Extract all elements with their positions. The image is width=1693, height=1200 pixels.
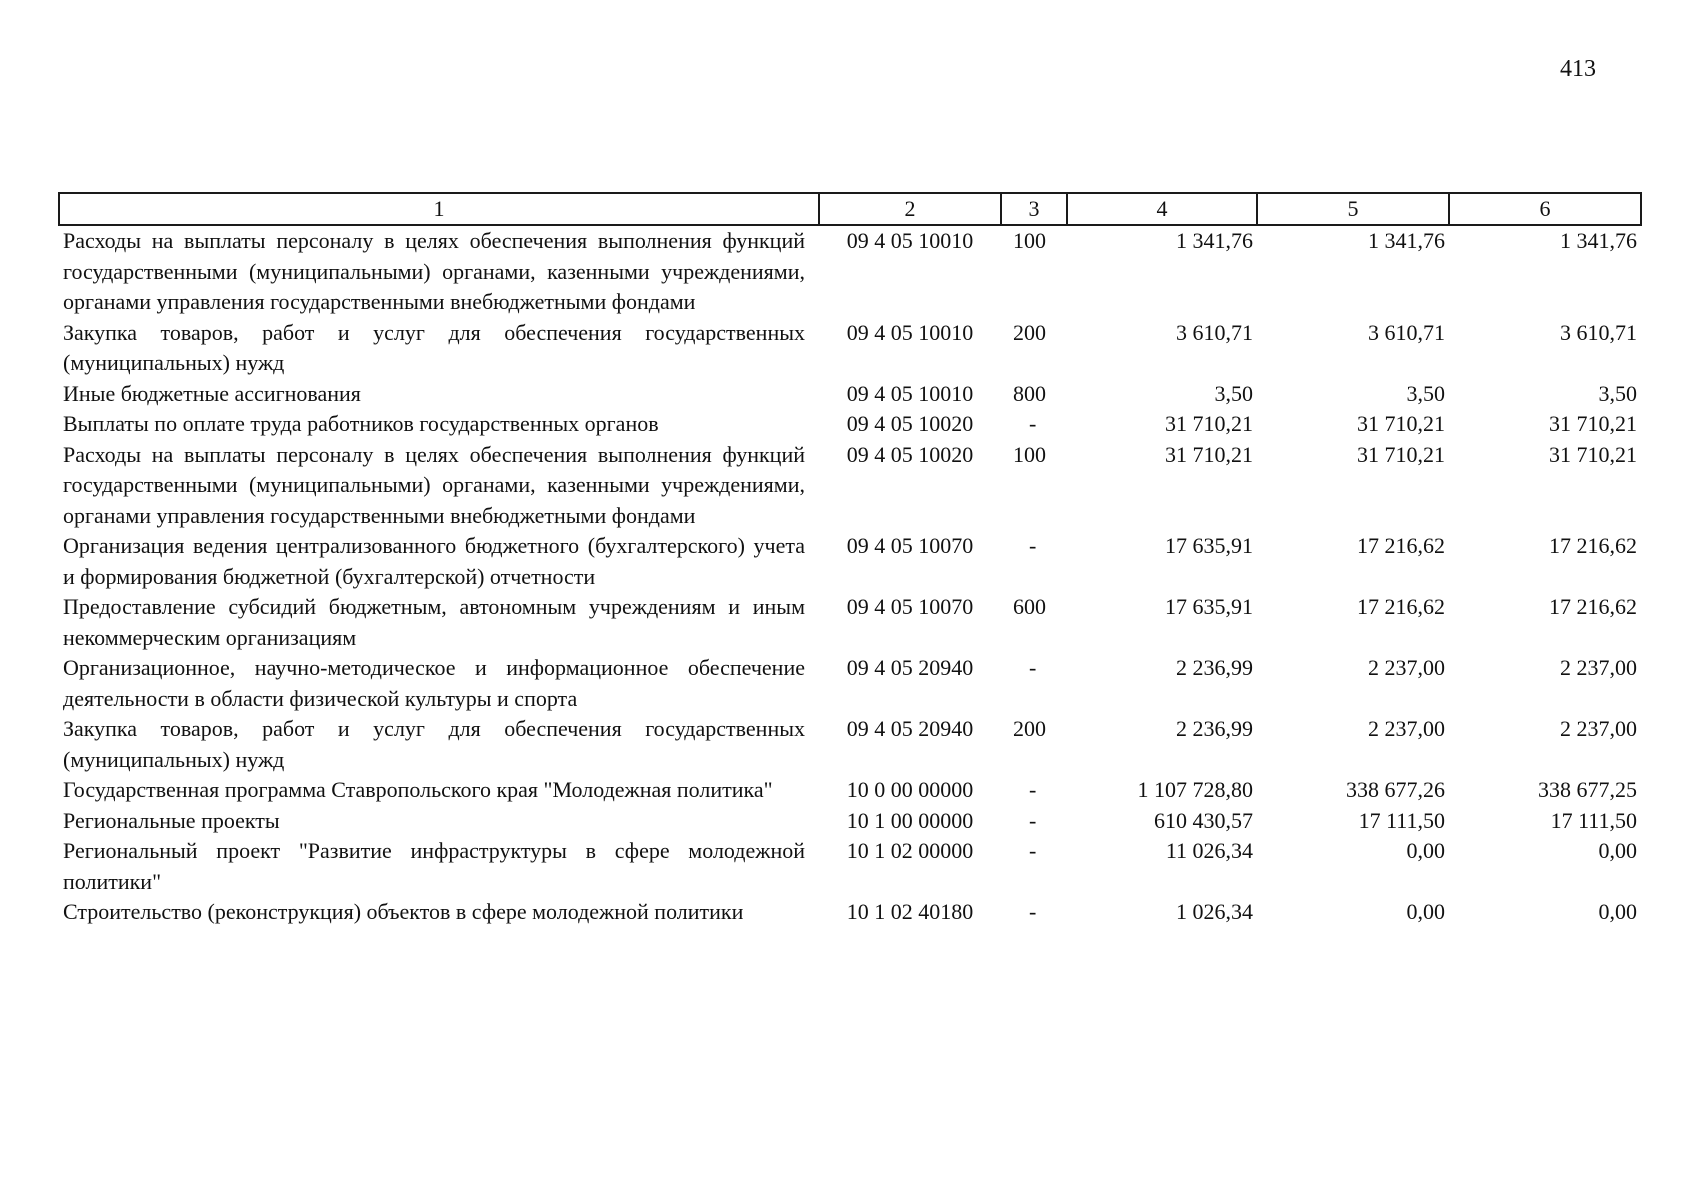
row-value-col4: 1 107 728,80 (1137, 777, 1253, 802)
table-row (59, 592, 1641, 653)
table-row (59, 653, 1641, 714)
row-expense-type: - (1029, 533, 1037, 558)
row-code: 09 4 05 10020 (846, 441, 974, 467)
row-name: Строительство (реконструкция) объектов в сфере молодежной политики (63, 899, 744, 924)
table-row (59, 409, 1641, 440)
row-code: 10 1 02 00000 (846, 838, 974, 863)
row-value-col4: 3 610,71 (1176, 319, 1253, 345)
row-value-col5: 2 237,00 (1368, 655, 1445, 680)
row-expense-type: 100 (1013, 441, 1046, 467)
row-value-col4: 31 710,21 (1165, 411, 1253, 436)
row-value-col5: 17 111,50 (1358, 807, 1445, 833)
row-value-col5: 338 677,26 (1346, 777, 1445, 802)
row-value-col6: 1 341,76 (1560, 228, 1637, 253)
row-value-col5: 17 216,62 (1357, 533, 1445, 558)
row-value-col5: 17 216,62 (1357, 594, 1445, 619)
row-value-col4: 610 430,57 (1154, 807, 1253, 833)
row-expense-type: 800 (1013, 380, 1046, 406)
row-value-col5: 31 710,21 (1357, 411, 1445, 436)
row-value-col6: 338 677,25 (1538, 777, 1637, 802)
row-code: 10 0 00 00000 (846, 777, 974, 802)
row-value-col5: 0,00 (1406, 838, 1445, 863)
row-expense-type: - (1029, 838, 1037, 863)
column-header-1: 1 (59, 193, 819, 225)
table-row (59, 379, 1641, 410)
row-value-col4: 3,50 (1214, 380, 1253, 406)
table-row (59, 531, 1641, 592)
row-expense-type: 200 (1013, 319, 1046, 345)
row-value-col4: 17 635,91 (1165, 594, 1253, 619)
row-expense-type: - (1029, 899, 1037, 924)
page-number: 413 (1560, 56, 1596, 82)
row-value-col6: 17 111,50 (1550, 807, 1637, 833)
table-body (59, 225, 1641, 928)
row-code: 09 4 05 10010 (846, 319, 974, 345)
table-row (59, 318, 1641, 379)
row-value-col6: 2 237,00 (1560, 716, 1637, 741)
row-code: 09 4 05 10070 (846, 594, 974, 619)
budget-table (58, 192, 1642, 928)
row-value-col6: 0,00 (1598, 899, 1637, 924)
row-value-col4: 1 341,76 (1176, 228, 1253, 253)
row-value-col6: 0,00 (1598, 838, 1637, 863)
row-value-col5: 0,00 (1406, 899, 1445, 924)
column-header-4: 4 (1067, 193, 1257, 225)
row-name: Организационное, научно-методическое и информационное обеспечение деятельности в области физической культуры и спорта (63, 655, 805, 711)
row-code: 09 4 05 20940 (846, 716, 974, 741)
row-expense-type: 600 (1013, 594, 1046, 619)
row-expense-type: - (1029, 777, 1037, 802)
row-expense-type: - (1029, 411, 1037, 436)
row-value-col6: 17 216,62 (1549, 594, 1637, 619)
row-expense-type: - (1029, 807, 1037, 833)
row-name: Организация ведения централизованного бюджетного (бухгалтерского) учета и формирования бюджетной (бухгалтерской) отчетности (63, 533, 805, 589)
row-name: Выплаты по оплате труда работников государственных органов (63, 411, 659, 436)
row-value-col5: 31 710,21 (1357, 441, 1445, 467)
row-name: Региональные проекты (63, 807, 280, 833)
row-code: 09 4 05 10070 (846, 533, 974, 558)
row-code: 09 4 05 10010 (846, 228, 974, 253)
row-value-col4: 11 026,34 (1165, 838, 1253, 863)
row-code: 10 1 02 40180 (846, 899, 974, 924)
header-row (59, 193, 1641, 225)
table-header (59, 193, 1641, 225)
row-value-col6: 31 710,21 (1549, 441, 1637, 467)
row-value-col5: 2 237,00 (1368, 716, 1445, 741)
row-value-col5: 3 610,71 (1368, 319, 1445, 345)
row-name: Государственная программа Ставропольского края "Молодежная политика" (63, 777, 773, 802)
row-value-col4: 2 236,99 (1176, 655, 1253, 680)
table-row (59, 714, 1641, 775)
row-value-col4: 2 236,99 (1176, 716, 1253, 741)
table-row (59, 806, 1641, 837)
row-value-col6: 2 237,00 (1560, 655, 1637, 680)
row-name: Предоставление субсидий бюджетным, автономным учреждениям и иным некоммерческим организациям (63, 594, 805, 650)
row-expense-type: 100 (1013, 228, 1046, 253)
row-name: Расходы на выплаты персоналу в целях обеспечения выполнения функций государственными (муниципальными) органами, казенными учреждениями, органами управления государственными внебюджетными фондами (63, 441, 805, 528)
row-name: Закупка товаров, работ и услуг для обеспечения государственных (муниципальных) нужд (63, 319, 805, 375)
row-value-col5: 1 341,76 (1368, 228, 1445, 253)
row-expense-type: 200 (1013, 716, 1046, 741)
row-value-col6: 17 216,62 (1549, 533, 1637, 558)
column-header-2: 2 (819, 193, 1001, 225)
row-name: Расходы на выплаты персоналу в целях обеспечения выполнения функций государственными (муниципальными) органами, казенными учреждениями, органами управления государственными внебюджетными фондами (63, 228, 805, 314)
table-row (59, 836, 1641, 897)
column-header-3: 3 (1001, 193, 1067, 225)
table-row (59, 775, 1641, 806)
row-expense-type: - (1029, 655, 1037, 680)
row-name: Закупка товаров, работ и услуг для обеспечения государственных (муниципальных) нужд (63, 716, 805, 772)
row-value-col5: 3,50 (1406, 380, 1445, 406)
column-header-6: 6 (1449, 193, 1641, 225)
row-code: 09 4 05 10020 (846, 411, 974, 436)
column-header-5: 5 (1257, 193, 1449, 225)
row-name: Региональный проект "Развитие инфраструктуры в сфере молодежной политики" (63, 838, 805, 894)
table-row (59, 225, 1641, 318)
row-value-col4: 31 710,21 (1165, 441, 1253, 467)
row-name: Иные бюджетные ассигнования (63, 380, 361, 406)
table-row (59, 897, 1641, 928)
row-code: 09 4 05 10010 (846, 380, 974, 406)
table-row (59, 440, 1641, 532)
row-value-col4: 1 026,34 (1176, 899, 1253, 924)
row-value-col4: 17 635,91 (1165, 533, 1253, 558)
row-value-col6: 3 610,71 (1560, 319, 1637, 345)
row-value-col6: 31 710,21 (1549, 411, 1637, 436)
row-code: 10 1 00 00000 (846, 807, 974, 833)
row-value-col6: 3,50 (1598, 380, 1637, 406)
row-code: 09 4 05 20940 (846, 655, 974, 680)
